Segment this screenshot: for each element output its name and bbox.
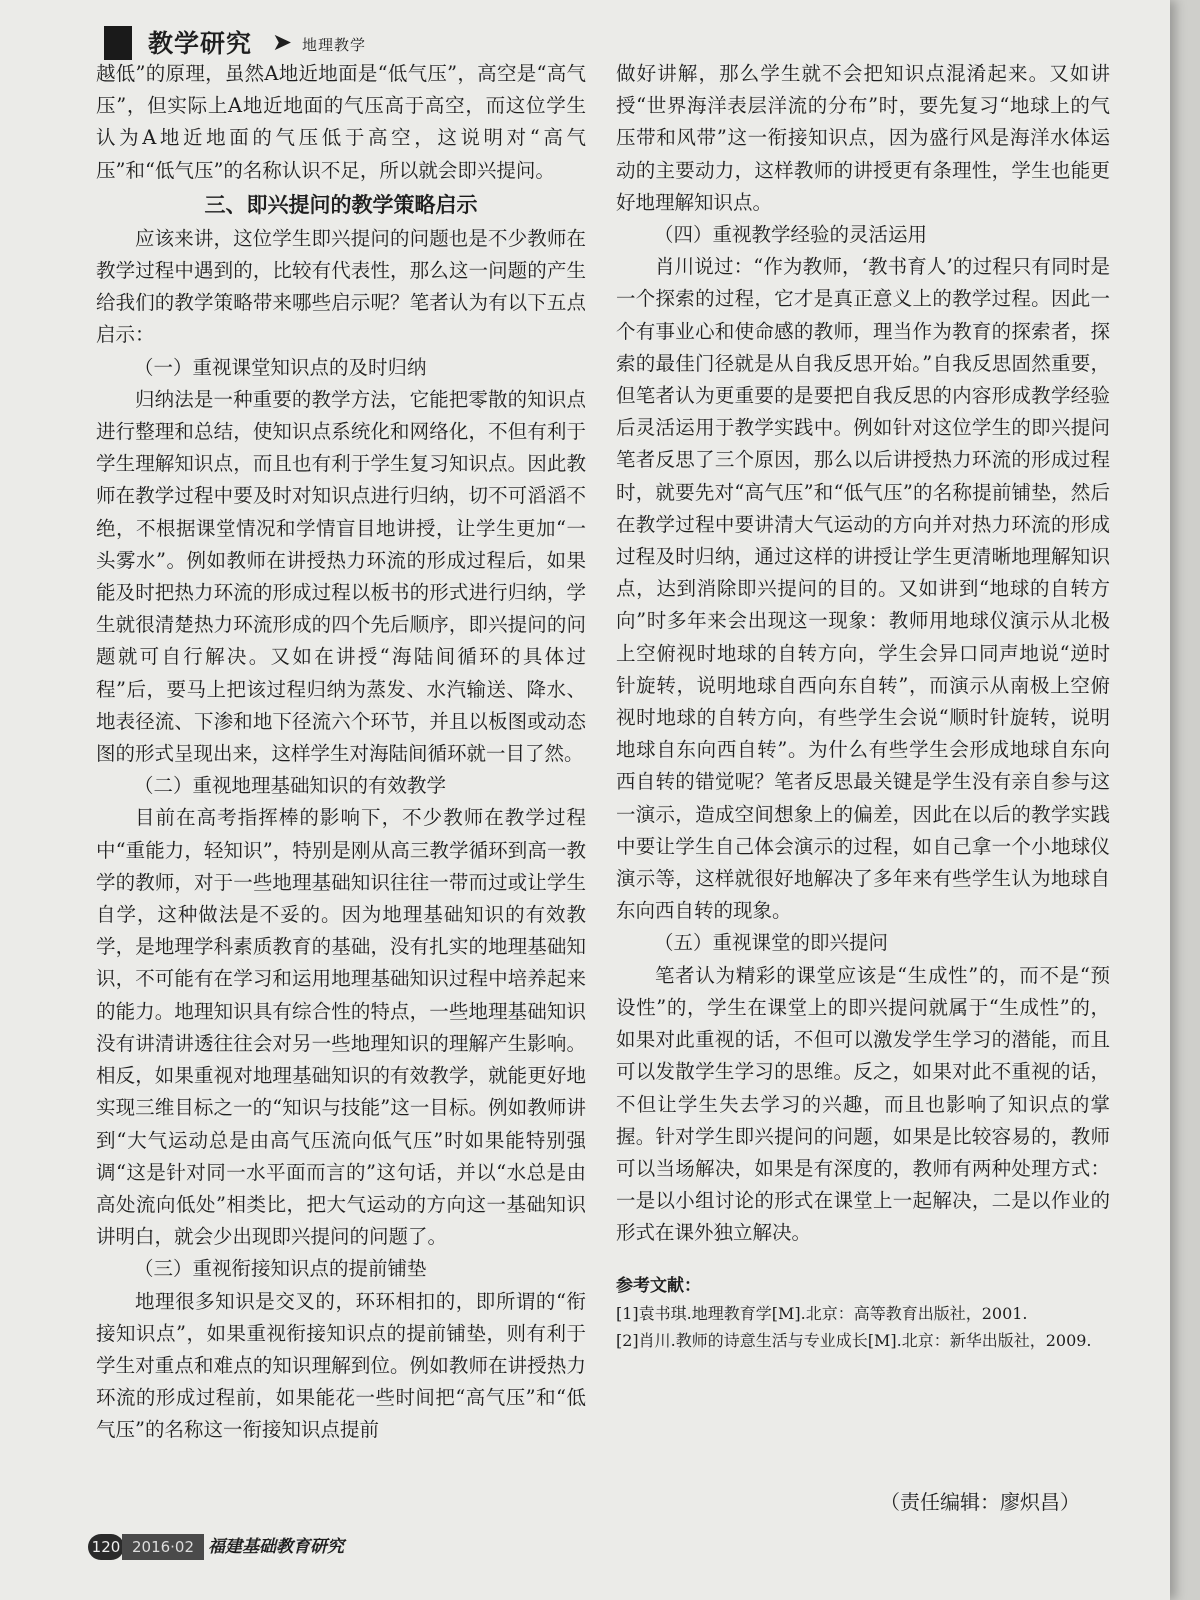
references <box>616 1272 1110 1354</box>
responsible-editor: （责任编辑：廖炽昌） <box>880 1490 1080 1514</box>
right-column <box>616 58 1110 1354</box>
section-heading: 三、即兴提问的教学策略启示 <box>204 192 478 217</box>
chevron-right-icon: ➤ <box>272 28 293 56</box>
left-column <box>96 58 586 1447</box>
issue-label: 2016·02 <box>122 1534 204 1560</box>
subsection-heading: （四）重视教学经验的灵活运用 <box>654 223 928 247</box>
reference-item: [2]肖川.教师的诗意生活与专业成长[M].北京：新华出版社，2009. <box>616 1330 1092 1350</box>
header-black-block <box>104 26 132 60</box>
subsection-heading: （五）重视课堂的即兴提问 <box>654 931 889 955</box>
paragraph: 肖川说过：“作为教师，‘教书育人’的过程只有同时是一个探索的过程，它才是真正意义上的教学过程。因此一个有事业心和使命感的教师，理当作为教育的探索者，探索的最佳门径就是从自我反思开始。”自我反思固然重要，但笔者认为更重要的是要把自我反思的内容形成教学经验后灵活运用于教学实践中。例如针对这位学生的即兴提问笔者反思了三个原因，那么以后讲授热力环流的形成过程时，就要先对“高气压”和“低气压”的名称提前铺垫，然后在教学过程中要讲清大气运动的方向并对热力环流的形成过程及时归纳，通过这样的讲授让学生更清晰地理解知识点，达到消除即兴提问的目的。又如讲到“地球的自转方向”时多年来会出现这一现象：教师用地球仪演示从北极上空俯视时地球的自转方向，学生会异口同声地说“逆时针旋转，说明地球自西向东自转”，而演示从南极上空俯视时地球的自转方向，有些学生会说“顺时针旋转，说明地球自东向西自转”。为什么有些学生会形成地球自东向西自转的错觉呢？笔者反思最关键是学生没有亲自参与这一演示，造成空间想象上的偏差，因此在以后的教学实践中要让学生自己体会演示的过程，如自己拿一个小地球仪演示等，这样就很好地解决了多年来有些学生认为地球自东向西自转的现象。 <box>616 255 1110 923</box>
subsection-heading: （一）重视课堂知识点的及时归纳 <box>134 355 427 379</box>
paragraph: 笔者认为精彩的课堂应该是“生成性”的，而不是“预设性”的，学生在课堂上的即兴提问就属于“生成性”的，如果对此重视的话，不但可以激发学生学习的潜能，而且可以发散学生学习的思维。反之，如果对此不重视的话，不但让学生失去学习的兴趣，而且也影响了知识点的掌握。针对学生即兴提问的问题，如果是比较容易的，教师可以当场解决，如果是有深度的，教师有两种处理方式：一是以小组讨论的形式在课堂上一起解决，二是以作业的形式在课外独立解决。 <box>616 963 1110 1245</box>
paragraph: 做好讲解，那么学生就不会把知识点混淆起来。又如讲授“世界海洋表层洋流的分布”时，要先复习“地球上的气压带和风带”这一衔接知识点，因为盛行风是海洋水体运动的主要动力，这样教师的讲授更有条理性，学生也能更好地理解知识点。 <box>616 62 1110 214</box>
paragraph: 归纳法是一种重要的教学方法，它能把零散的知识点进行整理和总结，使知识点系统化和网络化，不但有利于学生理解知识点，而且也有利于学生复习知识点。因此教师在教学过程中要及时对知识点进行归纳，切不可滔滔不绝，不根据课堂情况和学情盲目地讲授，让学生更加“一头雾水”。例如教师在讲授热力环流的形成过程后，如果能及时把热力环流的形成过程以板书的形式进行归纳，学生就很清楚热力环流形成的四个先后顺序，即兴提问的问题就可自行解决。又如在讲授“海陆间循环的具体过程”后，要马上把该过程归纳为蒸发、水汽输送、降水、地表径流、下渗和地下径流六个环节，并且以板图或动态图的形式呈现出来，这样学生对海陆间循环就一目了然。 <box>96 387 586 766</box>
header-title: 教学研究 <box>148 29 253 58</box>
paragraph: 应该来讲，这位学生即兴提问的问题也是不少教师在教学过程中遇到的，比较有代表性，那么这一问题的产生给我们的教学策略带来哪些启示呢？笔者认为有以下五点启示： <box>96 226 586 347</box>
subsection-heading: （三）重视衔接知识点的提前铺垫 <box>134 1257 427 1281</box>
reference-item: [1]袁书琪.地理教育学[M].北京：高等教育出版社，2001. <box>616 1303 1028 1323</box>
paragraph: 目前在高考指挥棒的影响下，不少教师在教学过程中“重能力，轻知识”，特别是刚从高三教学循环到高一教学的教师，对于一些地理基础知识往往一带而过或让学生自学，这种做法是不妥的。因为地理基础知识的有效教学，是地理学科素质教育的基础，没有扎实的地理基础知识，不可能有在学习和运用地理基础知识过程中培养起来的能力。地理知识具有综合性的特点，一些地理基础知识没有讲清讲透往往会对另一些地理知识的理解产生影响。相反，如果重视对地理基础知识的有效教学，就能更好地实现三维目标之一的“知识与技能”这一目标。例如教师讲到“大气运动总是由高气压流向低气压”时如果能特别强调“这是针对同一水平面而言的”这句话，并以“水总是由高处流向低处”相类比，把大气运动的方向这一基础知识讲明白，就会少出现即兴提问的问题了。 <box>96 806 586 1249</box>
paragraph: 地理很多知识是交叉的，环环相扣的，即所谓的“衔接知识点”，如果重视衔接知识点的提前铺垫，则有利于学生对重点和难点的知识理解到位。例如教师在讲授热力环流的形成过程前，如果能花一些时间把“高气压”和“低气压”的名称这一衔接知识点提前 <box>96 1289 586 1442</box>
page-number: 120 <box>88 1534 124 1560</box>
paragraph: 越低”的原理，虽然A地近地面是“低气压”，高空是“高气压”，但实际上A地近地面的气压高于高空，而这位学生认为A地近地面的气压低于高空，这说明对“高气压”和“低气压”的名称认识不足，所以就会即兴提问。 <box>96 62 586 182</box>
header-subtitle: 地理教学 <box>302 36 367 54</box>
subsection-heading: （二）重视地理基础知识的有效教学 <box>134 774 447 798</box>
journal-name: 福建基础教育研究 <box>208 1537 344 1557</box>
references-title: 参考文献： <box>616 1275 701 1296</box>
